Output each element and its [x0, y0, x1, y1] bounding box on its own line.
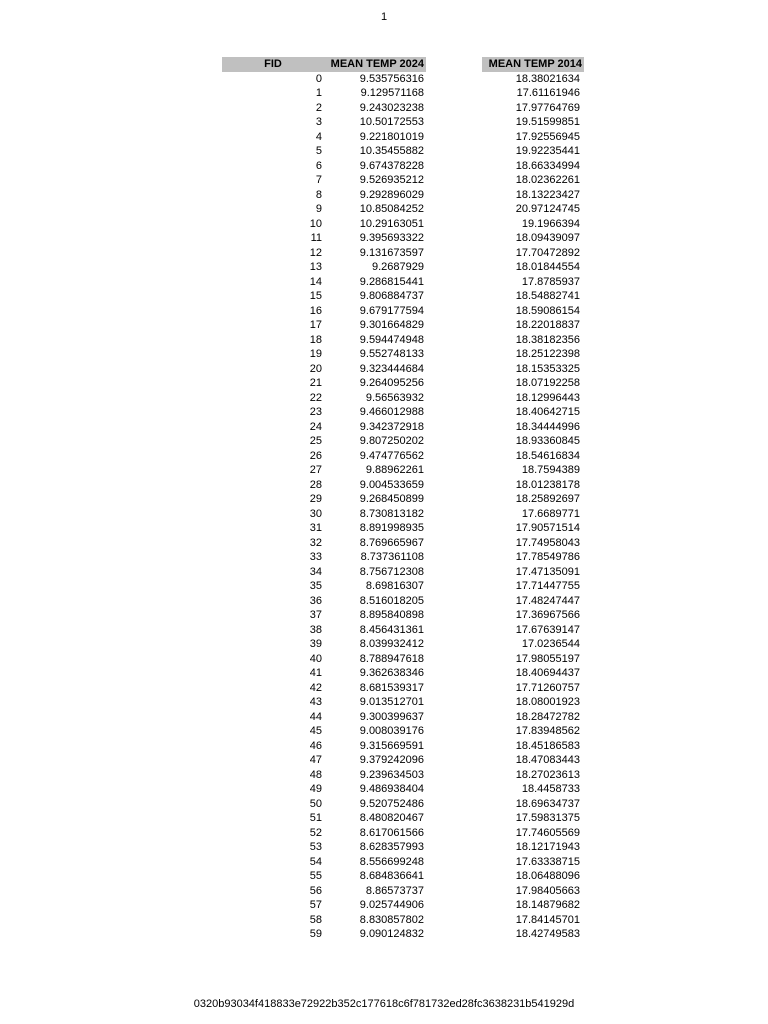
table-row [222, 652, 584, 667]
cell-mean-temp-2014: 18.25892697 [515, 493, 580, 505]
cell-mean-temp-2014: 18.28472782 [515, 710, 580, 723]
cell-mean-temp-2014: 18.22018837 [515, 319, 580, 331]
cell-fid: 19 [309, 348, 322, 360]
table-row [222, 521, 584, 536]
cell-mean-temp-2014: 18.02362261 [515, 174, 580, 186]
table-row [222, 797, 584, 812]
cell-mean-temp-2014: 18.69634737 [515, 797, 580, 810]
table-row [222, 333, 584, 348]
cell-mean-temp-2014: 18.01844554 [515, 261, 580, 273]
cell-fid: 37 [309, 609, 322, 621]
cell-fid: 28 [309, 478, 322, 491]
cell-mean-temp-2014: 18.93360845 [515, 435, 580, 447]
cell-mean-temp-2014: 18.4458733 [521, 783, 580, 795]
cell-fid: 10 [309, 217, 322, 230]
table-row [222, 405, 584, 420]
cell-mean-temp-2024: 8.69816307 [365, 580, 424, 592]
cell-mean-temp-2024: 9.807250202 [359, 435, 424, 447]
cell-mean-temp-2014: 17.59831375 [515, 812, 580, 824]
table-row [222, 86, 584, 101]
table-row [222, 855, 584, 870]
cell-mean-temp-2024: 9.090124832 [359, 928, 424, 940]
table-row [222, 289, 584, 304]
table-row [222, 347, 584, 362]
cell-mean-temp-2024: 9.679177594 [359, 304, 424, 317]
cell-fid: 18 [309, 333, 322, 346]
table-row [222, 840, 584, 855]
table-row [222, 695, 584, 710]
table-row [222, 666, 584, 681]
cell-mean-temp-2024: 9.315669591 [359, 739, 424, 752]
cell-mean-temp-2014: 17.48247447 [515, 594, 580, 607]
cell-fid: 21 [309, 377, 322, 389]
cell-mean-temp-2014: 17.78549786 [515, 551, 580, 563]
table-row [222, 492, 584, 507]
table-row [222, 884, 584, 899]
cell-mean-temp-2014: 19.51599851 [515, 116, 580, 128]
cell-mean-temp-2024: 9.286815441 [359, 275, 424, 288]
cell-fid: 45 [309, 725, 322, 737]
cell-mean-temp-2014: 18.07192258 [515, 377, 580, 389]
table-row [222, 739, 584, 754]
table-row [222, 782, 584, 797]
cell-fid: 27 [309, 464, 322, 476]
table-row [222, 449, 584, 464]
cell-mean-temp-2024: 9.674378228 [359, 159, 424, 172]
cell-mean-temp-2024: 8.617061566 [359, 826, 424, 839]
page-number: 1 [380, 11, 388, 23]
cell-fid: 22 [309, 391, 322, 404]
cell-mean-temp-2014: 18.14879682 [515, 899, 580, 911]
cell-fid: 52 [309, 826, 322, 839]
cell-mean-temp-2014: 18.54616834 [515, 449, 580, 462]
table-row [222, 869, 584, 884]
cell-mean-temp-2014: 17.71447755 [515, 580, 580, 592]
cell-fid: 58 [309, 913, 322, 926]
cell-mean-temp-2014: 17.61161946 [516, 87, 580, 99]
cell-fid: 56 [309, 884, 322, 897]
cell-fid: 8 [315, 188, 322, 201]
cell-fid: 26 [309, 449, 322, 462]
cell-fid: 20 [309, 362, 322, 375]
cell-mean-temp-2014: 17.6689771 [521, 507, 580, 520]
cell-mean-temp-2014: 18.40642715 [515, 406, 580, 418]
cell-fid: 48 [309, 768, 322, 781]
cell-fid: 1 [315, 87, 322, 99]
cell-mean-temp-2014: 18.40694437 [515, 667, 580, 679]
cell-mean-temp-2024: 9.2687929 [372, 261, 424, 273]
table-row [222, 594, 584, 609]
table-row [222, 710, 584, 725]
cell-mean-temp-2024: 9.594474948 [359, 333, 424, 346]
cell-fid: 34 [309, 565, 322, 578]
table-row [222, 130, 584, 145]
cell-mean-temp-2024: 8.480820467 [359, 812, 424, 824]
cell-mean-temp-2014: 17.63338715 [515, 855, 580, 868]
cell-mean-temp-2024: 9.535756316 [359, 72, 424, 85]
cell-fid: 17 [309, 319, 322, 331]
cell-mean-temp-2024: 10.29163051 [359, 217, 424, 230]
cell-fid: 3 [315, 116, 322, 128]
table-row [222, 927, 584, 942]
cell-mean-temp-2024: 8.895840898 [359, 609, 424, 621]
cell-mean-temp-2024: 10.50172553 [359, 116, 424, 128]
cell-mean-temp-2024: 8.730813182 [359, 507, 424, 520]
cell-mean-temp-2024: 9.268450899 [359, 493, 424, 505]
cell-fid: 32 [309, 536, 322, 549]
cell-mean-temp-2024: 8.684836641 [359, 870, 424, 882]
table-row [222, 188, 584, 203]
cell-mean-temp-2014: 18.06488096 [515, 870, 580, 882]
cell-fid: 30 [309, 507, 322, 520]
cell-mean-temp-2024: 9.466012988 [359, 406, 424, 418]
cell-mean-temp-2024: 9.362638346 [359, 667, 424, 679]
cell-mean-temp-2014: 18.25122398 [515, 348, 580, 360]
table-row [222, 826, 584, 841]
cell-mean-temp-2014: 18.08001923 [515, 696, 580, 708]
header-mean-temp-2014: MEAN TEMP 2014 [488, 58, 582, 70]
cell-mean-temp-2014: 17.92556945 [515, 130, 580, 143]
cell-mean-temp-2024: 9.008039176 [359, 725, 424, 737]
table-row [222, 753, 584, 768]
cell-fid: 40 [309, 652, 322, 665]
table-row [222, 260, 584, 275]
cell-mean-temp-2014: 19.1966394 [521, 217, 580, 230]
cell-mean-temp-2014: 18.12996443 [515, 391, 580, 404]
table-row [222, 681, 584, 696]
header-mean-temp-2024: MEAN TEMP 2024 [330, 58, 424, 70]
cell-mean-temp-2014: 18.12171943 [515, 841, 580, 853]
cell-mean-temp-2024: 9.552748133 [359, 348, 424, 360]
cell-mean-temp-2014: 17.90571514 [515, 522, 580, 534]
cell-mean-temp-2014: 18.54882741 [515, 290, 580, 302]
cell-fid: 53 [309, 841, 322, 853]
cell-mean-temp-2024: 9.131673597 [359, 246, 424, 259]
cell-mean-temp-2024: 9.013512701 [359, 696, 424, 708]
cell-mean-temp-2024: 9.520752486 [359, 797, 424, 810]
cell-fid: 50 [309, 797, 322, 810]
table-row [222, 72, 584, 87]
cell-mean-temp-2024: 9.806884737 [359, 290, 424, 302]
cell-mean-temp-2024: 8.681539317 [359, 681, 424, 694]
cell-fid: 47 [309, 754, 322, 766]
cell-mean-temp-2014: 18.27023613 [515, 768, 580, 781]
cell-mean-temp-2024: 8.891998935 [359, 522, 424, 534]
cell-mean-temp-2014: 20.97124745 [515, 203, 580, 215]
table-row [222, 550, 584, 565]
cell-mean-temp-2024: 9.264095256 [359, 377, 424, 389]
document-hash: 0320b93034f418833e72922b352c177618c6f781732ed28fc3638231b541929d [193, 998, 575, 1010]
cell-mean-temp-2014: 18.38182356 [515, 333, 580, 346]
cell-mean-temp-2024: 9.88962261 [365, 464, 424, 476]
table-row [222, 318, 584, 333]
table-row [222, 579, 584, 594]
table-row [222, 231, 584, 246]
temperature-table [222, 57, 584, 942]
table-row [222, 536, 584, 551]
table-row [222, 608, 584, 623]
cell-mean-temp-2024: 9.243023238 [359, 101, 424, 114]
table-row [222, 115, 584, 130]
cell-fid: 36 [309, 594, 322, 607]
cell-mean-temp-2024: 8.788947618 [359, 652, 424, 665]
table-row [222, 101, 584, 116]
cell-fid: 5 [315, 145, 322, 157]
cell-mean-temp-2014: 17.74605569 [515, 826, 580, 839]
cell-mean-temp-2024: 9.526935212 [359, 174, 424, 186]
table-row [222, 724, 584, 739]
table-row [222, 202, 584, 217]
cell-mean-temp-2024: 8.830857802 [359, 913, 424, 926]
cell-mean-temp-2024: 9.129571168 [360, 87, 424, 99]
cell-mean-temp-2024: 9.342372918 [359, 420, 424, 433]
cell-mean-temp-2024: 9.300399637 [359, 710, 424, 723]
cell-mean-temp-2014: 18.42749583 [515, 928, 580, 940]
cell-fid: 42 [309, 681, 322, 694]
cell-mean-temp-2024: 9.301664829 [359, 319, 424, 331]
table-row [222, 898, 584, 913]
cell-mean-temp-2014: 17.74958043 [515, 536, 580, 549]
cell-mean-temp-2024: 9.474776562 [359, 449, 424, 462]
cell-fid: 43 [309, 696, 322, 708]
cell-mean-temp-2014: 17.36967566 [515, 609, 580, 621]
cell-mean-temp-2014: 17.97764769 [515, 101, 580, 114]
cell-mean-temp-2024: 8.556699248 [359, 855, 424, 868]
cell-fid: 11 [310, 232, 322, 244]
cell-mean-temp-2024: 9.221801019 [359, 130, 424, 143]
cell-mean-temp-2014: 18.15353325 [515, 362, 580, 375]
table-row [222, 362, 584, 377]
cell-mean-temp-2014: 17.47135091 [515, 565, 580, 578]
cell-mean-temp-2024: 9.56563932 [365, 391, 424, 404]
cell-mean-temp-2014: 18.47083443 [515, 754, 580, 766]
cell-fid: 31 [309, 522, 322, 534]
cell-mean-temp-2024: 9.486938404 [359, 783, 424, 795]
table-row [222, 217, 584, 232]
table-row [222, 159, 584, 174]
table-row [222, 507, 584, 522]
table-row [222, 811, 584, 826]
table-row [222, 434, 584, 449]
cell-mean-temp-2024: 8.737361108 [360, 551, 424, 563]
cell-mean-temp-2024: 9.379242096 [359, 754, 424, 766]
table-row [222, 304, 584, 319]
cell-mean-temp-2014: 18.66334994 [515, 159, 580, 172]
table-row [222, 637, 584, 652]
cell-fid: 16 [309, 304, 322, 317]
cell-mean-temp-2014: 17.98405663 [515, 884, 580, 897]
table-row [222, 144, 584, 159]
cell-mean-temp-2014: 18.13223427 [515, 188, 580, 201]
cell-mean-temp-2024: 9.025744906 [359, 899, 424, 911]
cell-mean-temp-2014: 17.0236544 [521, 638, 580, 650]
table-row [222, 420, 584, 435]
table-body [222, 72, 584, 942]
table-row [222, 565, 584, 580]
cell-mean-temp-2014: 18.09439097 [515, 232, 580, 244]
cell-fid: 6 [315, 159, 322, 172]
cell-fid: 59 [309, 928, 322, 940]
cell-fid: 25 [309, 435, 322, 447]
cell-fid: 13 [309, 261, 322, 273]
cell-mean-temp-2024: 8.628357993 [359, 841, 424, 853]
cell-mean-temp-2024: 9.239634503 [359, 768, 424, 781]
cell-fid: 14 [309, 275, 322, 288]
table-row [222, 275, 584, 290]
cell-mean-temp-2014: 17.71260757 [515, 681, 580, 694]
cell-mean-temp-2024: 10.85084252 [359, 203, 424, 215]
table-row [222, 768, 584, 783]
cell-mean-temp-2024: 8.756712308 [359, 565, 424, 578]
cell-mean-temp-2014: 17.84145701 [515, 913, 580, 926]
cell-mean-temp-2024: 8.039932412 [359, 638, 424, 650]
table-row [222, 391, 584, 406]
cell-fid: 12 [309, 246, 322, 259]
cell-mean-temp-2014: 18.59086154 [515, 304, 580, 317]
cell-mean-temp-2014: 17.67639147 [515, 623, 580, 636]
cell-fid: 49 [309, 783, 322, 795]
cell-mean-temp-2014: 17.8785937 [521, 275, 580, 288]
cell-mean-temp-2024: 8.86573737 [365, 884, 424, 897]
cell-mean-temp-2014: 17.83948562 [515, 725, 580, 737]
cell-fid: 9 [315, 203, 322, 215]
cell-mean-temp-2014: 19.92235441 [515, 145, 580, 157]
cell-fid: 54 [309, 855, 322, 868]
cell-fid: 57 [309, 899, 322, 911]
cell-mean-temp-2024: 9.292896029 [359, 188, 424, 201]
cell-mean-temp-2014: 18.34444996 [515, 420, 580, 433]
cell-fid: 24 [309, 420, 322, 433]
cell-mean-temp-2024: 10.35455882 [359, 145, 424, 157]
table-row [222, 376, 584, 391]
cell-mean-temp-2014: 18.7594389 [521, 464, 580, 476]
cell-fid: 44 [309, 710, 322, 723]
cell-fid: 2 [315, 101, 322, 114]
cell-fid: 41 [309, 667, 322, 679]
table-row [222, 246, 584, 261]
cell-mean-temp-2014: 18.01238178 [515, 478, 580, 491]
cell-mean-temp-2024: 9.004533659 [359, 478, 424, 491]
table-row [222, 463, 584, 478]
cell-mean-temp-2014: 18.45186583 [515, 739, 580, 752]
cell-mean-temp-2024: 9.395693322 [359, 232, 424, 244]
cell-fid: 7 [315, 174, 322, 186]
cell-mean-temp-2024: 8.456431361 [359, 623, 424, 636]
table-row [222, 173, 584, 188]
cell-mean-temp-2024: 8.769665967 [359, 536, 424, 549]
cell-mean-temp-2024: 9.323444684 [359, 362, 424, 375]
cell-fid: 4 [315, 130, 322, 143]
cell-fid: 15 [309, 290, 322, 302]
cell-mean-temp-2014: 17.98055197 [515, 652, 580, 665]
cell-fid: 51 [309, 812, 322, 824]
cell-fid: 33 [309, 551, 322, 563]
cell-fid: 38 [309, 623, 322, 636]
table-row [222, 623, 584, 638]
cell-mean-temp-2014: 18.38021634 [515, 72, 580, 85]
cell-fid: 0 [315, 72, 322, 85]
cell-fid: 55 [309, 870, 322, 882]
table-row [222, 478, 584, 493]
header-fid: FID [264, 58, 282, 70]
cell-fid: 23 [309, 406, 322, 418]
cell-fid: 46 [309, 739, 322, 752]
table-row [222, 913, 584, 928]
cell-fid: 29 [309, 493, 322, 505]
cell-fid: 39 [309, 638, 322, 650]
cell-fid: 35 [309, 580, 322, 592]
cell-mean-temp-2024: 8.516018205 [359, 594, 424, 607]
cell-mean-temp-2014: 17.70472892 [515, 246, 580, 259]
table-header-row [222, 57, 584, 72]
